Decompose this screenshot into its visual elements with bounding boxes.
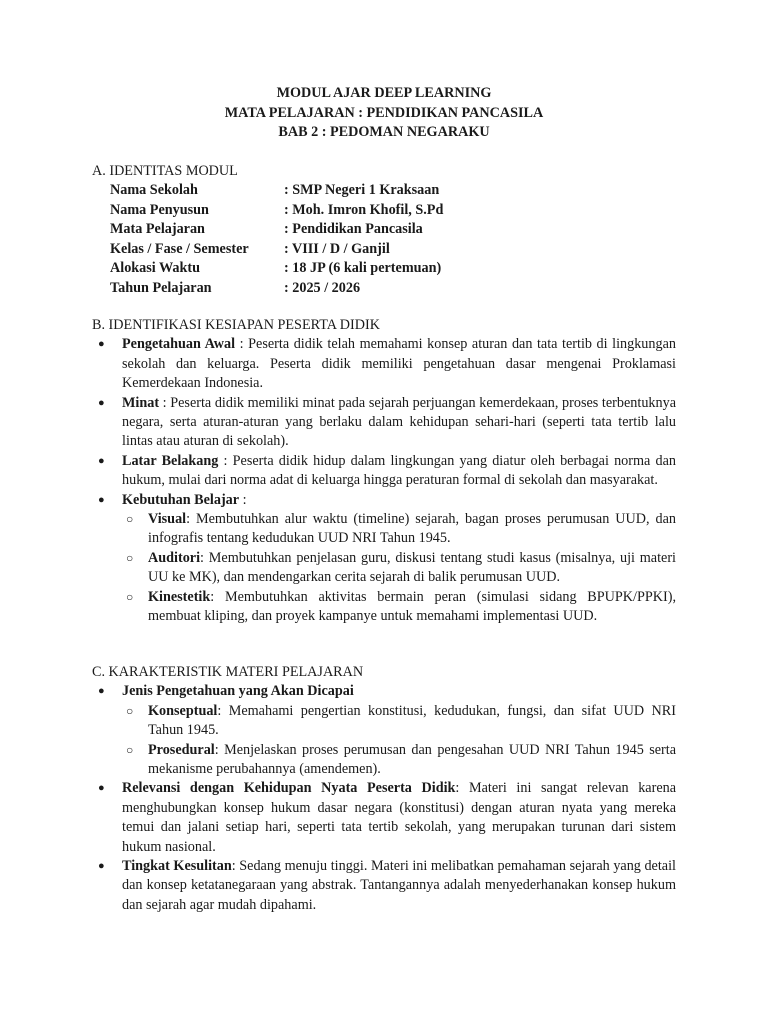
sub-list-item	[122, 588, 676, 627]
identity-label: Alokasi Waktu	[110, 260, 201, 277]
title-line-1: MODUL AJAR DEEP LEARNING	[276, 85, 492, 101]
item-text: : Peserta didik hidup dalam lingkungan yang diatur oleh berbagai norma dan hukum, mulai dari norma adat di keluarga hingga peraturan formal di sekolah dan masyarakat.	[122, 452, 676, 489]
identity-label: Nama Sekolah	[110, 182, 198, 199]
material-list	[92, 682, 676, 915]
identity-row	[110, 279, 676, 299]
identity-row	[110, 240, 676, 260]
section-karakteristik-materi	[92, 663, 676, 915]
sub-list-item	[122, 510, 676, 549]
identity-label: Nama Penyusun	[110, 201, 209, 218]
item-term: Latar Belakang	[122, 452, 219, 469]
list-item	[92, 779, 676, 857]
bullet-icon: ●	[98, 493, 105, 506]
sub-list-item	[122, 741, 676, 780]
identity-label: Tahun Pelajaran	[110, 279, 212, 296]
item-term: Tingkat Kesulitan	[122, 858, 232, 875]
section-a-heading: A. IDENTITAS MODUL	[92, 163, 238, 179]
title-line-2: MATA PELAJARAN : PENDIDIKAN PANCASILA	[224, 104, 544, 121]
identity-row	[110, 181, 676, 201]
item-term: Jenis Pengetahuan yang Akan Dicapai	[122, 683, 354, 700]
sub-list-item	[122, 549, 676, 588]
identity-value: : Moh. Imron Khofil, S.Pd	[284, 201, 444, 218]
item-text: : Peserta didik telah memahami konsep aturan dan tata tertib di lingkungan sekolah dan keluarga. Peserta didik memiliki pengetahuan dasar mengenai Proklamasi Kemerdekaan Indonesia.	[122, 336, 676, 392]
bullet-icon: ●	[98, 782, 105, 795]
circle-bullet-icon: ○	[126, 742, 134, 757]
identity-value: : 18 JP (6 kali pertemuan)	[284, 260, 442, 277]
list-item	[92, 682, 676, 779]
sub-item-text: : Membutuhkan alur waktu (timeline) sejarah, bagan proses perumusan UUD, dan infografis tentang kedudukan UUD NRI Tahun 1945.	[148, 511, 676, 547]
list-item	[92, 491, 676, 627]
identity-table	[110, 181, 676, 298]
identity-value: : VIII / D / Ganjil	[284, 240, 390, 257]
circle-bullet-icon: ○	[126, 589, 134, 604]
sub-item-text: : Memahami pengertian konstitusi, kedudukan, fungsi, dan sifat UUD NRI Tahun 1945.	[148, 702, 676, 739]
bullet-icon: ●	[98, 338, 105, 351]
item-term: Kebutuhan Belajar	[122, 491, 240, 508]
circle-bullet-icon: ○	[126, 703, 134, 718]
section-b-heading: B. IDENTIFIKASI KESIAPAN PESERTA DIDIK	[92, 317, 380, 333]
identity-label: Mata Pelajaran	[110, 221, 205, 238]
circle-bullet-icon: ○	[126, 512, 134, 527]
identity-value: : SMP Negeri 1 Kraksaan	[284, 182, 440, 199]
sub-item-text: : Membutuhkan penjelasan guru, diskusi tentang studi kasus (misalnya, uji materi UU ke MK), dan mendengarkan cerita sejarah di balik perumusan UUD.	[148, 549, 676, 586]
bullet-icon: ●	[98, 454, 105, 467]
sub-item-text: : Membutuhkan aktivitas bermain peran (simulasi sidang BPUPK/PPKI), membuat kliping, dan proyek kampanye untuk memahami implementasi UUD.	[148, 588, 676, 625]
item-term: Pengetahuan Awal	[122, 336, 236, 353]
sub-list-item	[122, 702, 676, 741]
section-identitas-modul	[92, 162, 676, 298]
readiness-list	[92, 335, 676, 626]
identity-label: Kelas / Fase / Semester	[110, 240, 249, 257]
item-text: : Sedang menuju tinggi. Materi ini melibatkan pemahaman sejarah yang detail dan konsep ketatanegaraan yang abstrak. Tantangannya adalah menyederhanakan konsep hukum dan sejarah agar mudah dipahami.	[122, 858, 676, 913]
identity-value: : Pendidikan Pancasila	[284, 221, 423, 238]
item-text: : Peserta didik memiliki minat pada sejarah perjuangan kemerdekaan, proses terbentuknya negara, serta aturan-aturan yang berlaku dalam kehidupan sehari-hari (seperti tata tertib lalu lintas atau aturan di sekolah).	[122, 394, 676, 450]
item-text: : Materi ini sangat relevan karena menghubungkan konsep hukum dasar negara (konstitusi) dengan aturan nyata yang mereka temui dan jalani setiap hari, seperti tata tertib sekolah, yang merupakan turunan dari sistem hukum nasional.	[122, 780, 677, 855]
learning-needs-list	[122, 510, 676, 626]
circle-bullet-icon: ○	[126, 550, 134, 565]
sub-item-term: Auditori	[148, 549, 201, 566]
sub-item-term: Konseptual	[148, 702, 218, 719]
sub-item-term: Prosedural	[148, 741, 215, 758]
section-c-heading: C. KARAKTERISTIK MATERI PELAJARAN	[92, 664, 364, 680]
identity-row	[110, 201, 676, 221]
title-line-3: BAB 2 : PEDOMAN NEGARAKU	[278, 124, 490, 140]
sub-item-term: Kinestetik	[148, 588, 211, 605]
identity-row	[110, 220, 676, 240]
identity-row	[110, 259, 676, 279]
sub-item-text: : Menjelaskan proses perumusan dan pengesahan UUD NRI Tahun 1945 serta mekanisme perubahannya (amendemen).	[148, 741, 676, 778]
item-text: :	[239, 491, 247, 508]
bullet-icon: ●	[98, 860, 105, 873]
bullet-icon: ●	[98, 685, 105, 698]
item-term: Minat	[122, 394, 160, 411]
knowledge-type-list	[122, 702, 676, 780]
sub-item-term: Visual	[148, 511, 187, 528]
section-kesiapan-peserta-didik	[92, 316, 676, 627]
bullet-icon: ●	[98, 396, 105, 409]
list-item	[92, 335, 676, 393]
document-title	[0, 84, 768, 143]
list-item	[92, 452, 676, 491]
list-item	[92, 857, 676, 915]
list-item	[92, 394, 676, 452]
identity-value: : 2025 / 2026	[284, 279, 361, 296]
item-term: Relevansi dengan Kehidupan Nyata Peserta Didik	[122, 780, 456, 797]
